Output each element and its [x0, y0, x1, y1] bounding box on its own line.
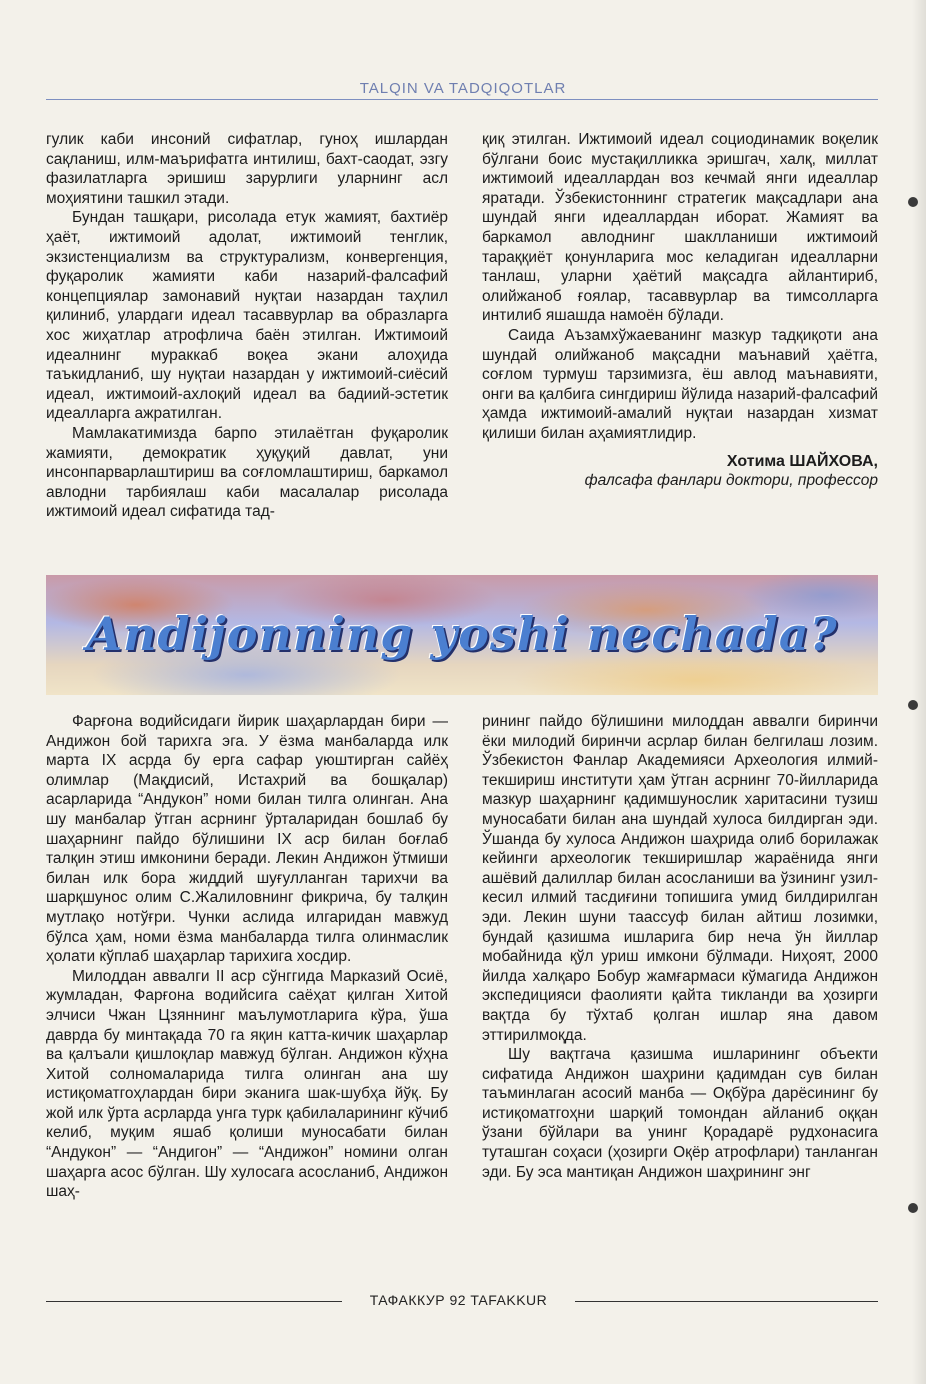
paragraph: Мамлакатимизда барпо этилаётган фуқаролик жамияти, демократик ҳуқуқий давлат, уни инсонпарварлаштириш ва соғломлаштириш, баркамол авлодни тарбиялаш каби масалалар рисолада ижтимоий идеал сифатида тад- [46, 424, 448, 521]
paragraph: Бундан ташқари, рисолада етук жамият, бахтиёр ҳаёт, ижтимоий адолат, ижтимоий тенглик, экзистенциализм ва структурализм, конвергенция, фуқаролик жамияти каби назарий-фалсафий концепциялар замонавий нуқтаи назардан таҳлил қилиниб, улардаги идеал тасаввурлар ва образларга хос жиҳатлар атрофлича баён этилган. Ижтимоий идеалнинг мураккаб воқеа экани алоҳида таъкидланиб, шу нуқтаи назардан у ижтимоий-сиёсий идеал, ижтимоий-ахлоқий идеал ва бадиий-эстетик идеалларга ажратилган. [46, 209, 448, 423]
header-rule [46, 99, 878, 100]
article2-title: Andijonning yoshi nechada? [86, 607, 838, 661]
paragraph: рининг пайдо бўлишини милоддан аввалги биринчи ёки милодий биринчи асрлар билан белгилаш лозим. Ўзбекистон Фанлар Академияси Археология илмий-текшириш институти ҳам ўтган асрнинг 70-йилларида мазкур шаҳарнинг қадимшунослик харитасини тузиш муносабати билан ана шундай хулоса билдирган эди. Ўшанда бу хулоса Андижон шаҳрида олиб борилажак кейинги археологик текширишлар жараёнида янги ашёвий далиллар билан асосланиши ва ўзининг узил-кесил илмий тасдиғини топишига умид билдирилган эди. Лекин шуни таассуф билан айтиш лозимки, бундай қазишма ишларига бир неча ўн йиллар мобайнида қўл уриш имкони бўлмади. Ниҳоят, 2000 йилда халқаро Бобур жамғармаси кўмагида Андижон экспедицияси фаолияти қайта тикланди ва ҳозирги вақтда бу тўхтаб қолган ишлар яна давом эттирилмоқда. [482, 713, 878, 1044]
article2-title-banner [46, 575, 878, 695]
binding-hole-icon [908, 1203, 918, 1213]
footer-page-label: ТАФАККУР 92 TAFAKKUR [369, 1292, 548, 1308]
binding-hole-icon [908, 700, 918, 710]
paragraph: Фарғона водийсидаги йирик шаҳарлардан бири — Андижон бой тарихга эга. У ёзма манбаларда илк марта IX асрда бу ерга сафар уюштирган сайёҳ олимлар (Мақдисий, Истахрий ва бошқалар) асарларида “Андукон” номи билан тилга олинган. Ана шу манбалар ўтган асрнинг ўрталаридан бошлаб бу шаҳарнинг пайдо бўлишини IX аср билан боғлаб талқин этиш имконини беради. Лекин Андижон ўтмиши билан илк бора жиддий шуғулланган тарихчи ва шарқшунос олим С.Жалиловнинг фикрича, бу талқин мутлақо нотўғри. Чунки аслида илгаридан мавжуд бўлса ҳам, номи ёзма манбаларда тилга олинмаслик ҳолати кўплаб шаҳарлар тарихига хосдир. [46, 713, 448, 966]
paragraph: Милоддан аввалги II аср сўнггида Марказий Осиё, жумладан, Фарғона водийсига саёҳат қилган Хитой элчиси Чжан Цзяннинг маълумотларига кўра, ўша даврда бу минтақада 70 га яқин катта-кичик шаҳарлар ва қалъали қишлоқлар мавжуд бўлган. Андижон кўҳна Хитой солномаларида тилга олинган ана шу истиқоматгоҳлардан бири эканига шак-шубҳа йўқ. Бу жой илк ўрта асрларда унга турк қабилаларининг кўчиб келиб, муқим яшаб қолиши муносабати билан “Андукон” — “Андигон” — “Андижон” номини олган шаҳарга асос бўлган. Шу хулосага асосланиб, Андижон шаҳ- [46, 967, 448, 1201]
article2-right-column [482, 712, 878, 1182]
author-name: Хотима ШАЙХОВА, [726, 452, 878, 470]
paragraph: Шу вақтгача қазишма ишларининг объекти сифатида Андижон шаҳрини қадимдан сув билан таъминлаган асосий манба — Оқбўра дарёсининг бу истиқоматгоҳни шарқий томондан айланиб оққан ўзани бўйлари ва унинг Қорадарё рудхонасига туташган соҳаси (ҳозирги Оқёр атрофлари) танланган эди. Бу эса мантиқан Андижон шаҳрининг энг [482, 1046, 878, 1181]
paragraph: Саида Аъзамхўжаеванинг мазкур тадқиқоти ана шундай олийжаноб мақсадни маънавий ҳаётга, соғлом турмуш тарзимизга, ёш авлод маънавияти, онги ва қалбига сингдириш йўлида назарий-фалсафий ҳамда ижтимоий-амалий нуқтаи назардан хизмат қилиши билан аҳамиятлидир. [482, 326, 878, 442]
paragraph: гулик каби инсоний сифатлар, гуноҳ ишлардан сақланиш, илм-маърифатга интилиш, бахт-саодат, эзгу фазилатларга эришиш зарурлиги уларнинг асл моҳиятини ташкил этади. [46, 131, 448, 207]
footer-rule-left [46, 1301, 342, 1302]
author-role: фалсафа фанлари доктори, профессор [584, 472, 878, 490]
binding-hole-icon [908, 197, 918, 207]
section-header: TALQIN VA TADQIQOTLAR [359, 80, 567, 97]
article1-right-column [482, 130, 878, 491]
page-edge-shadow [912, 0, 926, 1384]
article2-left-column [46, 712, 448, 1202]
paragraph: қиқ этилган. Ижтимоий идеал социодинамик воқелик бўлгани боис мустақилликка эришгач, халқ, миллат ижтимоий идеаллардан воз кечмай янги идеаллар яратади. Ўзбекистоннинг стратегик мақсадлари ана шундай янги идеаллардан иборат. Жамият ва баркамол авлоднинг шаклланиши ижтимоий тараққиёт қонунларига мос келадиган идеалларни танлаш, уларни ҳаётий мақсадга айлантириб, олийжаноб ғоялар, тасаввурлар ва тимсолларга интилиб яшашда намоён бўлади. [482, 131, 878, 325]
article1-left-column [46, 130, 448, 522]
footer-rule-right [575, 1301, 878, 1302]
